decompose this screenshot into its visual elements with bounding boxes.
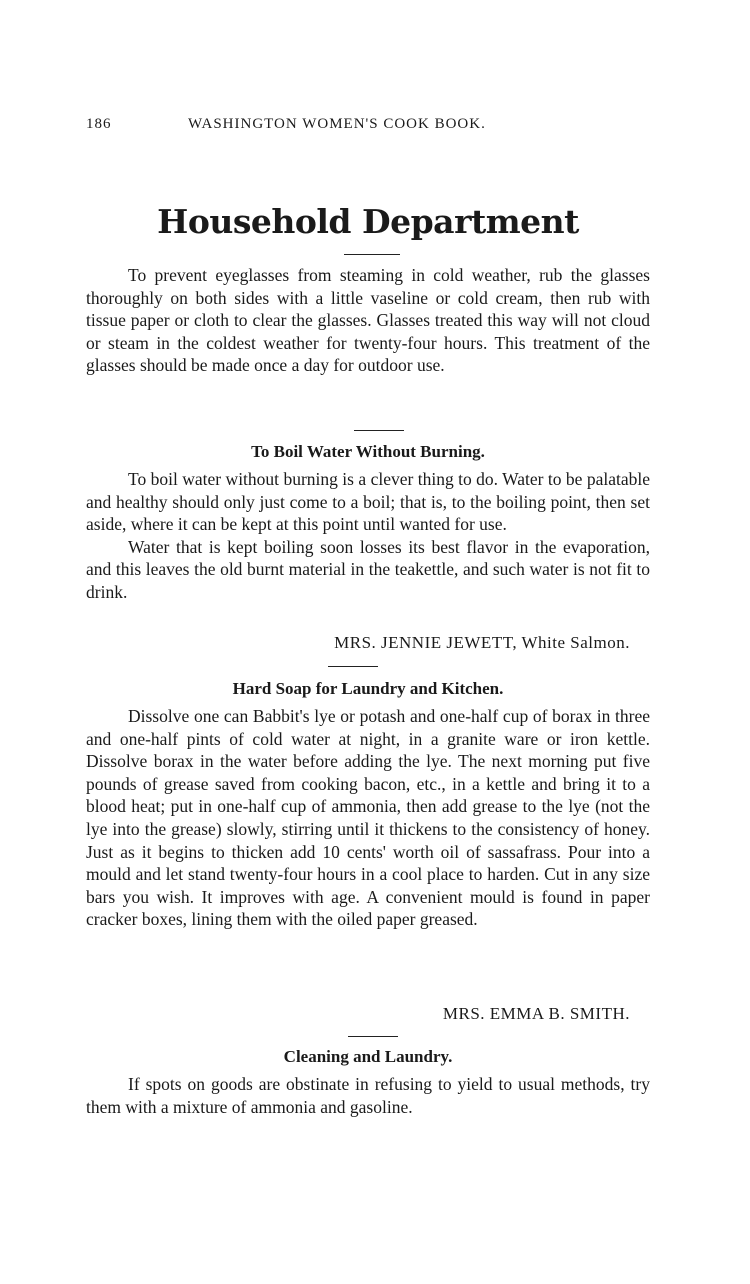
section-body-hard-soap — [86, 705, 650, 931]
paragraph: To boil water without burning is a clever thing to do. Water to be palatable and healthy should only just come to a boil; that is, to the boiling point, then set aside, where it can be kept at this point until wanted for use. — [86, 469, 650, 535]
section-divider — [348, 1036, 398, 1037]
paragraph: If spots on goods are obstinate in refusing to yield to usual methods, try them with a mixture of ammonia and gasoline. — [86, 1074, 650, 1117]
signature-smith: MRS. EMMA B. SMITH. — [442, 1004, 630, 1023]
section-heading-cleaning: Cleaning and Laundry. — [283, 1047, 453, 1066]
section-body-boil-water — [86, 468, 650, 604]
paragraph: Water that is kept boiling soon losses its best flavor in the evaporation, and this leaves the old burnt material in the teakettle, and such water is not fit to drink. — [86, 536, 650, 602]
intro-text: To prevent eyeglasses from steaming in cold weather, rub the glasses thoroughly on both sides with a little vaseline or cold cream, then rub with tissue paper or cloth to clear the glasses. Glasses treated this way will not cloud or steam in the coldest weather for twenty-four hours. This treatment of the glasses should be made once a day for outdoor use. — [86, 265, 650, 376]
section-divider — [354, 430, 404, 431]
signature-jewett: MRS. JENNIE JEWETT, White Salmon. — [334, 633, 630, 652]
section-body-cleaning — [86, 1073, 650, 1118]
section-divider — [328, 666, 378, 667]
section-heading-boil-water: To Boil Water Without Burning. — [251, 442, 485, 461]
title-divider — [344, 254, 400, 255]
book-title: WASHINGTON WOMEN'S COOK BOOK. — [188, 116, 486, 132]
section-heading-hard-soap: Hard Soap for Laundry and Kitchen. — [232, 679, 504, 698]
page-title: Household Department — [157, 202, 579, 241]
intro-paragraph — [86, 264, 650, 377]
page-number: 186 — [86, 116, 112, 132]
paragraph: Dissolve one can Babbit's lye or potash and one-half cup of borax in three and one-half pints of cold water at night, in a granite ware or iron kettle. Dissolve borax in the water before adding the lye. The next morning put five pounds of grease saved from cooking bacon, etc., in a kettle and bring it to a blood heat; put in one-half cup of ammonia, then add grease to the lye (not the lye into the grease) slowly, stirring until it thickens to the consistency of honey. Just as it begins to thicken add 10 cents' worth oil of sassafrass. Pour into a mould and let stand twenty-four hours in a cool place to harden. Cut in any size bars you wish. It improves with age. A convenient mould is found in paper cracker boxes, lining them with the oiled paper greased. — [86, 706, 650, 930]
